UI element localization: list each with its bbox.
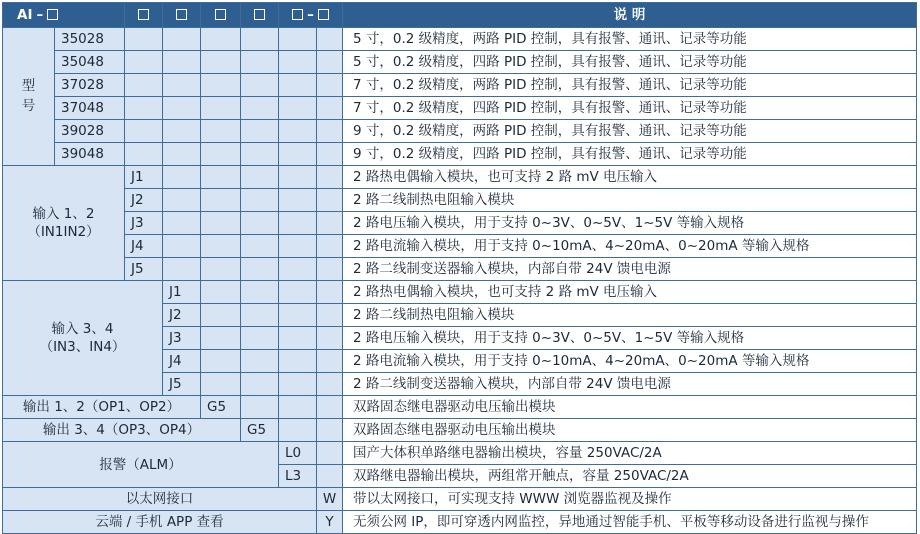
- header-desc-title: 说 明: [343, 3, 917, 28]
- table-row: [3, 511, 917, 534]
- table-row: [3, 258, 917, 281]
- input12-code: J4: [125, 235, 163, 258]
- header-box-cell: [163, 3, 201, 28]
- input12-desc: 2 路二线制热电阻输入模块: [343, 189, 917, 212]
- input34-desc: 2 路电压输入模块，用于支持 0~3V、0~5V、1~5V 等输入规格: [343, 327, 917, 350]
- placeholder-box-icon: [176, 9, 187, 20]
- input12-desc: 2 路二线制变送器输入模块，内部自带 24V 馈电电源: [343, 258, 917, 281]
- table-row: [3, 396, 917, 419]
- input12-label: 输入 1、2 （IN1IN2）: [3, 166, 125, 281]
- table-row: [3, 51, 917, 74]
- table-row: [3, 212, 917, 235]
- input34-code: J5: [163, 373, 201, 396]
- input34-desc: 2 路二线制热电阻输入模块: [343, 304, 917, 327]
- header-row: [3, 3, 917, 28]
- output12-desc: 双路固态继电器驱动电压输出模块: [343, 396, 917, 419]
- header-box-cell: [201, 3, 241, 28]
- ethernet-code: W: [317, 488, 343, 511]
- input12-desc: 2 路电压输入模块，用于支持 0~3V、0~5V、1~5V 等输入规格: [343, 212, 917, 235]
- input34-code: J3: [163, 327, 201, 350]
- table-row: [3, 120, 917, 143]
- placeholder-box-icon: [138, 9, 149, 20]
- model-code: 37048: [55, 97, 125, 120]
- model-code: 39028: [55, 120, 125, 143]
- input34-desc: 2 路二线制变送器输入模块，内部自带 24V 馈电电源: [343, 373, 917, 396]
- table-row: [3, 281, 917, 304]
- alarm-code: L3: [279, 465, 317, 488]
- placeholder-box-icon: [318, 9, 329, 20]
- model-desc: 5 寸，0.2 级精度，两路 PID 控制，具有报警、通讯、记录等功能: [343, 28, 917, 51]
- ethernet-desc: 带以太网接口，可实现支持 WWW 浏览器监视及操作: [343, 488, 917, 511]
- header-code-cell: [3, 3, 125, 28]
- input34-code: J2: [163, 304, 201, 327]
- input34-label: 输入 3、4 （IN3、IN4）: [3, 281, 163, 396]
- table-row: [3, 442, 917, 465]
- model-code: 35048: [55, 51, 125, 74]
- header-box-cell: [279, 3, 343, 28]
- table-row: [3, 143, 917, 166]
- model-desc: 9 寸，0.2 级精度，两路 PID 控制，具有报警、通讯、记录等功能: [343, 120, 917, 143]
- model-desc: 7 寸，0.2 级精度，四路 PID 控制，具有报警、通讯、记录等功能: [343, 97, 917, 120]
- table-row: [3, 74, 917, 97]
- placeholder-box-icon: [47, 9, 58, 20]
- table-row: [3, 28, 917, 51]
- output34-desc: 双路固态继电器驱动电压输出模块: [343, 419, 917, 442]
- model-code: 35028: [55, 28, 125, 51]
- table-row: [3, 97, 917, 120]
- alarm-desc: 双路继电器输出模块，两组常开触点，容量 250VAC/2A: [343, 465, 917, 488]
- alarm-label: 报警（ALM）: [3, 442, 279, 488]
- input34-desc: 2 路电流输入模块，用于支持 0~10mA、4~20mA、0~20mA 等输入规格: [343, 350, 917, 373]
- header-box-cell: [125, 3, 163, 28]
- table-row: [3, 235, 917, 258]
- header-dash: –: [36, 7, 44, 23]
- output12-label: 输出 1、2（OP1、OP2）: [3, 396, 201, 419]
- cloud-label: 云端 / 手机 APP 查看: [3, 511, 317, 534]
- alarm-code: L0: [279, 442, 317, 465]
- output12-code: G5: [201, 396, 241, 419]
- header-prefix: AI: [17, 7, 33, 23]
- ethernet-label: 以太网接口: [3, 488, 317, 511]
- table-row: [3, 189, 917, 212]
- output34-label: 输出 3、4（OP3、OP4）: [3, 419, 241, 442]
- input34-desc: 2 路热电偶输入模块，也可支持 2 路 mV 电压输入: [343, 281, 917, 304]
- header-box-cell: [241, 3, 279, 28]
- input12-code: J2: [125, 189, 163, 212]
- input12-code: J3: [125, 212, 163, 235]
- model-label: 型 号: [3, 28, 55, 166]
- header-dash: –: [307, 7, 314, 23]
- input34-code: J1: [163, 281, 201, 304]
- model-code: 39048: [55, 143, 125, 166]
- output34-code: G5: [241, 419, 279, 442]
- input12-code: J1: [125, 166, 163, 189]
- model-desc: 7 寸，0.2 级精度，两路 PID 控制，具有报警、通讯、记录等功能: [343, 74, 917, 97]
- input12-desc: 2 路热电偶输入模块，也可支持 2 路 mV 电压输入: [343, 166, 917, 189]
- placeholder-box-icon: [215, 9, 226, 20]
- table-row: [3, 166, 917, 189]
- cloud-desc: 无须公网 IP，即可穿透内网监控，异地通过智能手机、平板等移动设备进行监视与操作: [343, 511, 917, 534]
- model-code: 37028: [55, 74, 125, 97]
- cloud-code: Y: [317, 511, 343, 534]
- input34-code: J4: [163, 350, 201, 373]
- model-desc: 5 寸，0.2 级精度，四路 PID 控制，具有报警、通讯、记录等功能: [343, 51, 917, 74]
- table-row: [3, 488, 917, 511]
- table-row: [3, 419, 917, 442]
- placeholder-box-icon: [254, 9, 265, 20]
- input12-desc: 2 路电流输入模块，用于支持 0~10mA、4~20mA、0~20mA 等输入规格: [343, 235, 917, 258]
- input12-code: J5: [125, 258, 163, 281]
- model-desc: 9 寸，0.2 级精度，四路 PID 控制，具有报警、通讯、记录等功能: [343, 143, 917, 166]
- placeholder-box-icon: [292, 9, 303, 20]
- model-spec-table: [2, 2, 917, 534]
- alarm-desc: 国产大体积单路继电器输出模块，容量 250VAC/2A: [343, 442, 917, 465]
